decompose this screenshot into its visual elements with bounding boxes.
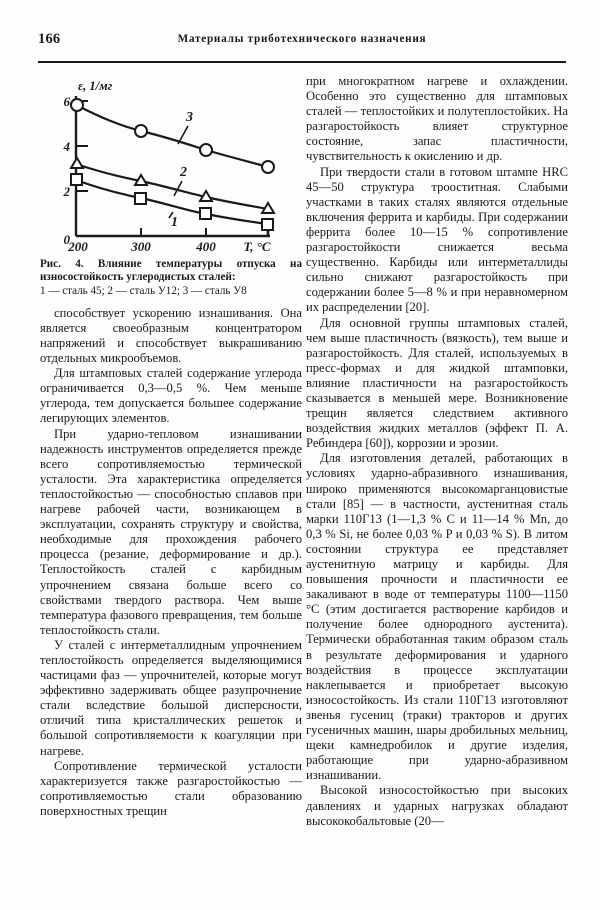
series-3-label: 3 xyxy=(186,110,193,125)
y-tick-0: 0 xyxy=(63,232,70,247)
figure-4 xyxy=(40,74,302,256)
paragraph: Для изготовления деталей, работающих в условиях ударно-абразивного изнашивания, широко применяются высокомарганцовистые стали [85] — в частности, аустенитная сталь марки 110Г13 (1—1,3 % C и 11—14 % Mn, до 0,3 % Si, не более 0,03 % P и 0,03 % S). В литом состоянии структура ее представляет аустенитную матрицу и карбиды. Для повышения прочности и пластичности ее закаливают в воде от температуры 1100—1150 °C (этим достигается растворение карбидов и получение более однородного аустенита). Термически обработанная таким образом сталь в результате деформирования и ударного воздействия в процессе эксплуатации наклепывается и приобретает высокую износостойкость. Из стали 110Г13 изготовляют звенья гусениц (траки) тракторов и других гусеничных машин, шары дробильных мельниц, щеки камнедробилок и другие изделия, работающие при ударно-абразивном изнашивании. xyxy=(306,451,568,783)
series-3-leader xyxy=(178,126,188,144)
x-axis-tick-labels xyxy=(67,239,271,254)
header-divider xyxy=(38,61,566,63)
paragraph: при многократном нагреве и охлаждении. Особенно это существенно для штамповых сталей — теплостойких и полутеплостойких. На разгаростойкость влияет структурное состояние, запас пластичности, чувствительность к окислению и др. xyxy=(306,74,568,164)
paragraph: При ударно-тепловом изнашивании надежность инструментов определяется прежде всего сопротивляемостью термической усталости. Эта характеристика определяется теплостойкостью — способностью сплавов при нагреве рабочей части, возникающем в эксплуатации, сохранять структуру и свойства, необходимые для прохождения рабочего процесса (резание, деформирование и др.). Теплостойкость сталей с карбидным упрочнением связана больше всего со свойствами твердого раствора. Чем выше температура фазового превращения, тем больше теплостойкость стали. xyxy=(40,426,302,637)
page-number: 166 xyxy=(38,31,61,47)
y-tick-6: 6 xyxy=(63,94,70,109)
paragraph: Для основной группы штамповых сталей, чем выше пластичность (вязкость), тем выше и разгаростойкость. Для сталей, используемых в пресс-формах и для жидкой штамповки, влияние пластичности на разгаростойкость сказывается в меньшей мере. Возникновение трещин является следствием активного воздействия жидких металлов (эффект П. А. Ребиндера [60]), коррозии и эрозии. xyxy=(306,315,568,451)
figure-legend: 1 — сталь 45; 2 — сталь У12; 3 — сталь У8 xyxy=(40,285,247,298)
x-axis-label: T, °C xyxy=(243,239,271,254)
y-tick-4: 4 xyxy=(63,139,70,154)
series-3-markers xyxy=(71,99,274,173)
y-axis-tick-labels xyxy=(63,94,71,247)
right-column xyxy=(306,74,568,829)
series-2-line xyxy=(76,164,268,209)
x-tick-300: 300 xyxy=(131,239,151,254)
paragraph: При твердости стали в готовом штампе HRC 45—50 структура трооститная. Слабыми участками в таких сталях являются отдельные включения феррита и карбиды. При содержании феррита более 10—15 % сопротивление разгаростойкости снижается весьма существенно. Карбиды или интерметаллиды сильно снижают разгаростойкость при содержании более 5—8 % и при неравномерном их распределении [20]. xyxy=(306,164,568,315)
x-tick-400: 400 xyxy=(196,239,216,254)
series-1-label: 1 xyxy=(171,215,178,230)
wear-resistance-line-chart xyxy=(40,74,302,256)
paragraph: способствует ускорению изнашивания. Она является своеобразным концентратором напряжений и способствует выкрашиванию отдельных микрообъемов. xyxy=(40,305,302,366)
running-title: Материалы триботехнического назначения xyxy=(177,33,427,45)
series-3-line xyxy=(76,105,268,167)
paragraph: Сопротивление термической усталости характеризуется также разгаростойкостью — сопротивляемостью стали образованию поверхностных трещин xyxy=(40,758,302,818)
x-tick-200: 200 xyxy=(68,239,88,254)
paragraph: У сталей с интерметаллидным упрочнением теплостойкость определяется выделяющимися частицами фаз — упрочнителей, которые могут эффективно задерживать общее разупрочнение стали вследствие большой дисперсности, отличий типа кристаллических решеток и большой сопротивляемости к коагуляции при нагреве. xyxy=(40,637,302,758)
paragraph: Для штамповых сталей содержание углерода ограничивается 0,3—0,5 %. Чем меньше углерода, тем допускается большее содержание легирующих элементов. xyxy=(40,366,302,426)
figure-caption: Рис. 4. Влияние температуры отпуска на износостойкость углеродистых сталей: xyxy=(40,258,302,284)
series-2-label: 2 xyxy=(180,165,187,180)
running-head xyxy=(38,31,566,53)
y-tick-2: 2 xyxy=(63,184,70,199)
left-column xyxy=(40,74,302,819)
paragraph: Высокой износостойкостью при высоких давлениях и ударных нагрузках обладают высококобальтовые (20— xyxy=(306,783,568,828)
y-axis-label: ε, 1/мг xyxy=(78,79,113,93)
